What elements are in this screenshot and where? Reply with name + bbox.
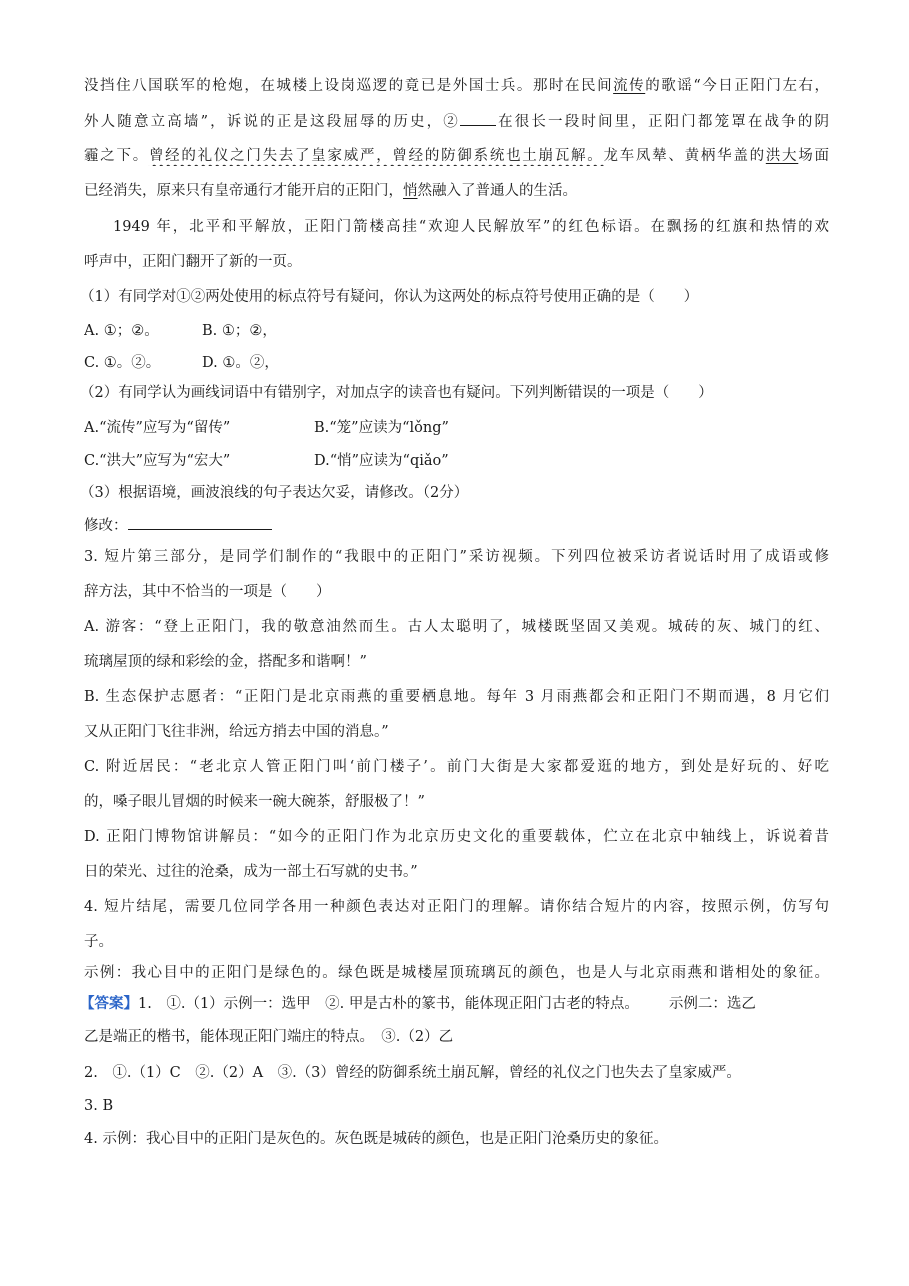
blank-2 xyxy=(460,111,496,126)
passage-line-3 xyxy=(84,146,829,166)
passage-line-6: 呼声中，正阳门翻开了新的一页。 xyxy=(84,254,302,270)
revise-answer-line xyxy=(128,515,272,530)
q4-stem-line-1: 4. 短片结尾，需要几位同学各用一种颜色表达对正阳门的理解。请你结合短片的内容，按照示例，仿写句 xyxy=(84,899,829,915)
underlined-word-liuchuan: 流传 xyxy=(613,78,646,94)
q4-example: 示例：我心目中的正阳门是绿色的。绿色既是城楼屋顶琉璃瓦的颜色，也是人与北京雨燕和谐相处的象征。 xyxy=(84,965,829,981)
wavy-underlined-sentence: 曾经的礼仪之门失去了皇家威严，曾经的防御系统也土崩瓦解。 xyxy=(148,148,604,164)
answer-text: 1. ①.（1）示例一：选甲 ②. 甲是古朴的篆书，能体现正阳门古老的特点。 xyxy=(138,996,639,1012)
q2-options-row-1 xyxy=(84,418,829,438)
q3-sub-stem: （3）根据语境，画波浪线的句子表达欠妥，请修改。（2分） xyxy=(80,485,469,501)
passage-text: 没挡住八国联军的枪炮，在城楼上设岗巡逻的竟已是外国士兵。那时在民间 xyxy=(84,78,614,94)
q3-sub-revise xyxy=(84,515,829,536)
underlined-word-hongda: 洪大 xyxy=(765,148,799,164)
passage-text: 在很长一段时间里，正阳门都笼罩在战争的阴 xyxy=(495,114,829,130)
q1-option-a: A. ①；②。 xyxy=(84,323,159,339)
q1-option-b: B. ①；②， xyxy=(202,323,277,339)
q3-option-d-line-1: D. 正阳门博物馆讲解员：“如今的正阳门作为北京历史文化的重要载体，伫立在北京中轴线上，诉说着昔 xyxy=(84,829,829,845)
q3-stem-line-1: 3. 短片第三部分，是同学们制作的“我眼中的正阳门”采访视频。下列四位被采访者说话时用了成语或修 xyxy=(84,549,829,565)
answer-line-4: 3. B xyxy=(84,1098,114,1114)
passage-text: 的歌谣“今日正阳门左右， xyxy=(645,78,829,94)
q3-option-a-line-1: A. 游客：“登上正阳门，我的敬意油然而生。古人太聪明了，城楼既坚固又美观。城砖的灰、城门的红、 xyxy=(84,619,829,635)
dotted-char-qiao: 悄 xyxy=(403,183,418,199)
answer-text: 示例二：选乙 xyxy=(668,996,756,1012)
q3-option-a-line-2: 琉璃屋顶的绿和彩绘的金，搭配多和谐啊！” xyxy=(84,654,367,670)
q4-stem-line-2: 子。 xyxy=(84,934,113,950)
q3-stem-line-2: 辞方法，其中不恰当的一项是（ ） xyxy=(84,584,331,600)
q3-option-b-line-2: 又从正阳门飞往非洲，给远方捎去中国的消息。” xyxy=(84,724,389,740)
answer-line-1 xyxy=(80,994,829,1014)
q3-option-c-line-1: C. 附近居民：“老北京人管正阳门叫‘前门楼子’。前门大街是大家都爱逛的地方，到处是好玩的、好吃 xyxy=(84,759,829,775)
passage-line-5: 1949 年，北平和平解放，正阳门箭楼高挂“欢迎人民解放军”的红色标语。在飘扬的红旗和热情的欢 xyxy=(113,219,829,235)
q1-option-d: D. ①。②， xyxy=(202,355,279,371)
passage-line-4 xyxy=(84,181,829,201)
answer-line-3: 2. ①.（1）C ②.（2）A ③.（3）曾经的防御系统土崩瓦解，曾经的礼仪之门也失去了皇家威严。 xyxy=(84,1065,741,1081)
q3-option-d-line-2: 日的荣光、过往的沧桑，成为一部土石写就的史书。” xyxy=(84,864,418,880)
answer-line-2: 乙是端正的楷书，能体现正阳门端庄的特点。 ③.（2）乙 xyxy=(84,1029,454,1045)
passage-line-2 xyxy=(84,111,829,132)
q1-stem: （1）有同学对①②两处使用的标点符号有疑问，你认为这两处的标点符号使用正确的是（ ） xyxy=(80,289,699,305)
q2-stem: （2）有同学认为画线词语中有错别字，对加点字的读音也有疑问。下列判断错误的一项是（ ） xyxy=(80,385,713,401)
q1-option-c: C. ①。②。 xyxy=(84,355,161,371)
q2-option-d: D.“悄”应读为“qiǎo” xyxy=(314,453,449,469)
revise-label: 修改： xyxy=(84,518,128,534)
passage-text: 霾之下。 xyxy=(84,148,149,164)
q3-option-c-line-2: 的，嗓子眼儿冒烟的时候来一碗大碗茶，舒服极了！” xyxy=(84,794,425,810)
passage-text: 场面 xyxy=(798,148,829,164)
passage-text: 龙车凤辇、黄柄华盖的 xyxy=(603,148,766,164)
q1-options-row-1 xyxy=(84,321,829,341)
q2-options-row-2 xyxy=(84,451,829,471)
answer-tag: 【答案】 xyxy=(80,995,138,1012)
answer-line-5: 4. 示例：我心目中的正阳门是灰色的。灰色既是城砖的颜色，也是正阳门沧桑历史的象征。 xyxy=(84,1131,668,1147)
q2-option-a: A.“流传”应写为“留传” xyxy=(84,420,231,436)
passage-line-1 xyxy=(84,76,829,96)
q2-option-b: B.“笼”应读为“lǒng” xyxy=(314,420,449,436)
q2-option-c: C.“洪大”应写为“宏大” xyxy=(84,453,231,469)
q3-option-b-line-1: B. 生态保护志愿者：“正阳门是北京雨燕的重要栖息地。每年 3 月雨燕都会和正阳门不期而遇，8 月它们 xyxy=(84,689,829,705)
passage-text: 已经消失，原来只有皇帝通行才能开启的正阳门， xyxy=(84,183,403,199)
q1-options-row-2 xyxy=(84,353,829,373)
passage-text: 然融入了普通人的生活。 xyxy=(417,183,577,199)
passage-text: 外人随意立高墙”，诉说的正是这段屈辱的历史，② xyxy=(84,114,460,130)
